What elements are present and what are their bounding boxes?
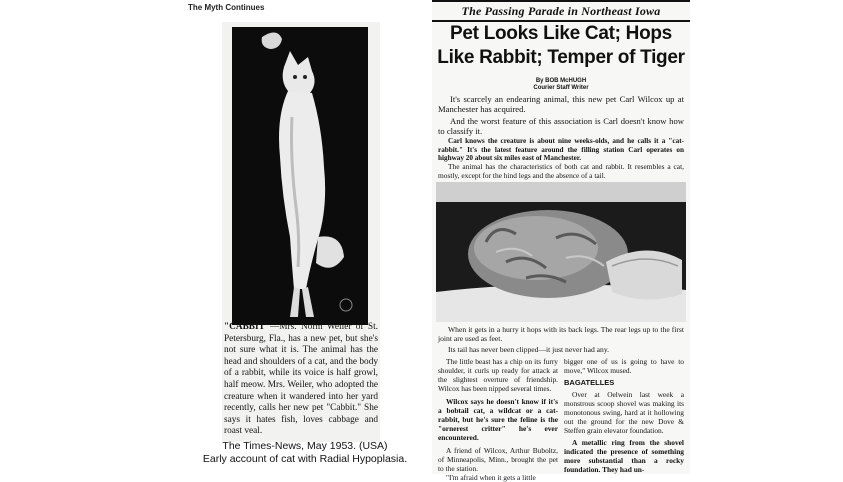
- credit-line-1: The Times-News, May 1953. (USA): [222, 440, 388, 452]
- col2-subhead: BAGATELLES: [564, 378, 615, 387]
- byline-author: By BOB McHUGH: [535, 78, 587, 84]
- headline-line-2: Like Rabbit; Temper of Tiger: [437, 47, 685, 68]
- source-credit: [190, 440, 420, 466]
- article-column-2: [564, 357, 684, 474]
- article-column-1: [438, 357, 558, 482]
- article-paragraph-3: Carl knows the creature is about nine weeks-olds, and he calls it a "cat-rabbit." It's the latest feature around the filling station Carl operates on highway 20 about six miles east of Manchester.: [438, 137, 684, 163]
- col1-paragraph-4: "I'm afraid when it gets a little: [446, 473, 536, 482]
- cabbit-caption: [224, 322, 378, 438]
- col1-paragraph-1: The little beast has a chip on its furry shoulder, it curls up ready for attack at the slightest overture of friendship. Wilcox has been nipped several times.: [438, 357, 558, 393]
- article-paragraph-1: It's scarcely an endearing animal, this new pet Carl Wilcox up at Manchester has acquired.: [438, 94, 684, 114]
- cat-rabbit-photo-illustration: [436, 182, 686, 322]
- caption-lead: "CABBIT": [224, 322, 270, 332]
- caption-text: —Mrs. Norm Weiler of St. Petersburg, Fla., has a new pet, but she's not sure what it is. The animal has the head and shoulders of a cat, and the body of a rabbit, while its voice is half growl, half meow. Mrs. Weiler, who adopted the creature when it wandered into her yard recently, calls her new pet "Cabbit." She says it hates fish, loves cabbage and roast veal.: [224, 322, 378, 437]
- page-header: The Myth Continues: [188, 3, 265, 12]
- cabbit-photo: [232, 27, 368, 325]
- headline-line-1: Pet Looks Like Cat; Hops: [450, 23, 672, 44]
- right-clipping: [432, 0, 690, 482]
- col1-paragraph-2: Wilcox says he doesn't know if it's a bobtail cat, a wildcat or a cat-rabbit, but he's sure the feline is the "ornerest critter" he's ever encountered.: [438, 397, 558, 442]
- col2-paragraph-1: bigger one of us is going to have to move," Wilcox mused.: [564, 357, 684, 375]
- article-headline: [432, 22, 690, 70]
- article-paragraph-4: The animal has the characteristics of both cat and rabbit. It resembles a cat, mostly, except for the hind legs and the absence of a tail.: [438, 162, 684, 180]
- article-paragraph-2: And the worst feature of this association is Carl doesn't know how to classify it.: [438, 116, 684, 136]
- column-banner: The Passing Parade in Northeast Iowa: [432, 0, 690, 22]
- article-paragraph-5: When it gets in a hurry it hops with its back legs. The rear legs up to the first joint are used as feet.: [438, 325, 684, 343]
- byline-title: Courier Staff Writer: [533, 85, 589, 91]
- cabbit-photo-illustration: [232, 27, 368, 325]
- left-clipping: [222, 22, 380, 442]
- col2-paragraph-2: Over at Oelwein last week a monstrous scoop shovel was making its monotonous swing, hard at it hollowing out the ground for the new Dove & Steffen grain elevator foundation.: [564, 390, 684, 435]
- article-paragraph-6: Its tail has never been clipped—it just never had any.: [448, 345, 610, 354]
- col2-paragraph-3: A metallic ring from the shovel indicated the presence of something more substantial than a rocky foundation. They had un-: [564, 438, 684, 474]
- cat-rabbit-photo: [436, 182, 686, 322]
- credit-line-2: Early account of cat with Radial Hypoplasia.: [202, 453, 408, 465]
- col1-paragraph-3: A friend of Wilcox, Arthur Buboltz, of Minneapolis, Minn., brought the pet to the station.: [438, 446, 558, 473]
- byline: [432, 78, 690, 92]
